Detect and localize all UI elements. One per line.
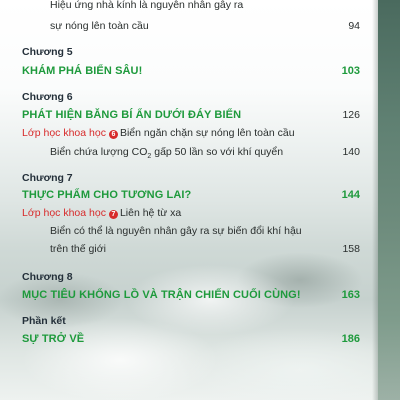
chapter-label: Chương 6 bbox=[22, 91, 73, 103]
chapter-page-number: 103 bbox=[341, 65, 360, 77]
chapter-label: Chương 5 bbox=[22, 46, 73, 58]
co2-text-after: gấp 50 lần so với khí quyển bbox=[151, 146, 284, 158]
toc-entry-climate-line2: trên thế giới bbox=[50, 243, 106, 255]
chapter-title[interactable]: THỰC PHẨM CHO TƯƠNG LAI? bbox=[22, 189, 192, 201]
toc-entry-greenhouse-line2: sự nóng lên toàn cầu bbox=[50, 20, 149, 32]
chapter-label: Chương 8 bbox=[22, 271, 73, 283]
toc-page-number: 94 bbox=[348, 20, 360, 32]
toc-page-number: 140 bbox=[342, 146, 360, 158]
epilogue-label: Phần kết bbox=[22, 315, 66, 327]
lesson-number-badge: 7 bbox=[109, 210, 118, 219]
chapter-title[interactable]: PHÁT HIỆN BĂNG BÍ ẨN DƯỚI ĐÁY BIỂN bbox=[22, 109, 242, 121]
chapter-title[interactable]: MỤC TIÊU KHỔNG LỒ VÀ TRẬN CHIẾN CUỐI CÙNG! bbox=[22, 289, 301, 301]
science-class-entry[interactable] bbox=[22, 208, 181, 219]
lesson-number-badge: 6 bbox=[109, 130, 118, 139]
co2-subscript: 2 bbox=[147, 153, 152, 161]
toc-page-number: 158 bbox=[342, 243, 360, 255]
chapter-page-number: 126 bbox=[342, 109, 360, 121]
chapter-page-number: 144 bbox=[341, 189, 360, 201]
book-cover-edge bbox=[378, 0, 400, 400]
science-class-entry[interactable] bbox=[22, 128, 295, 139]
science-class-title: Liên hệ từ xa bbox=[119, 207, 182, 219]
science-class-label: Lớp học khoa học bbox=[22, 207, 106, 219]
epilogue-title[interactable]: SỰ TRỞ VỀ bbox=[22, 333, 85, 345]
chapter-page-number: 163 bbox=[341, 289, 360, 301]
epilogue-page-number: 186 bbox=[341, 333, 360, 345]
toc-entry-greenhouse-line1: Hiệu ứng nhà kính là nguyên nhân gây ra bbox=[50, 0, 244, 11]
science-class-label: Lớp học khoa học bbox=[22, 127, 106, 139]
toc-entry-co2[interactable] bbox=[50, 147, 283, 160]
chapter-title[interactable]: KHÁM PHÁ BIỂN SÂU! bbox=[22, 65, 143, 77]
co2-text-before: Biển chứa lượng CO bbox=[50, 146, 148, 158]
toc-entry-climate-line1[interactable]: Biển có thể là nguyên nhân gây ra sự biến đổi khí hậu bbox=[50, 225, 302, 237]
science-class-title: Biển ngăn chặn sự nóng lên toàn cầu bbox=[119, 127, 295, 139]
chapter-label: Chương 7 bbox=[22, 172, 73, 184]
